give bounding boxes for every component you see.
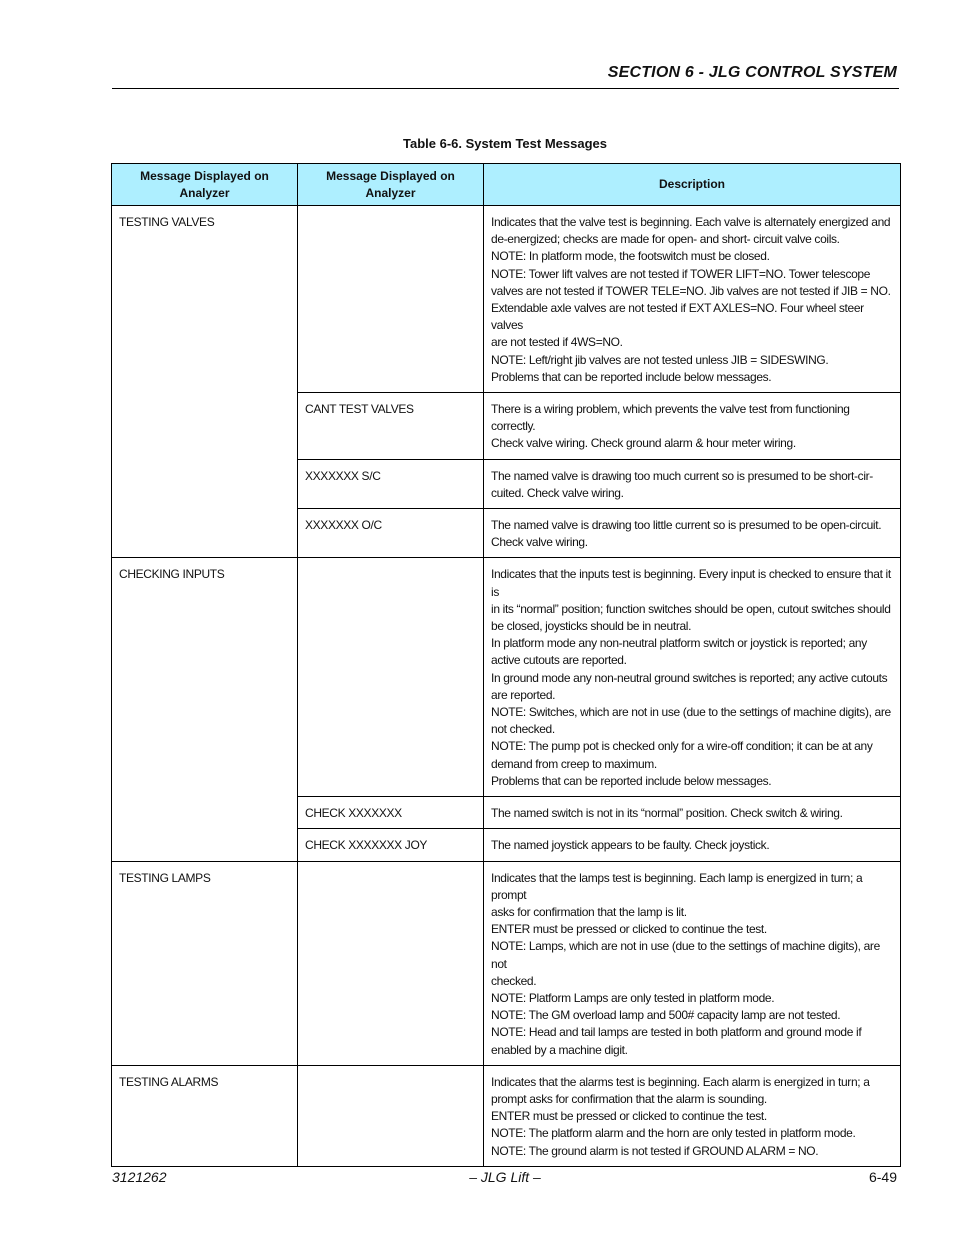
description-line: NOTE: Platform Lamps are only tested in platform mode.: [491, 990, 775, 1005]
description-line: Indicates that the lamps test is beginning. Each lamp is energized in turn; a prompt: [491, 870, 863, 902]
description-line: In platform mode any non-neutral platform switch or joystick is reported; any: [491, 636, 867, 651]
description-line: in its “normal” position; function switches should be open, cutout switches should: [491, 601, 891, 616]
description-line: NOTE: In platform mode, the footswitch must be closed.: [491, 249, 770, 264]
description-line: NOTE: Tower lift valves are not tested if TOWER LIFT=NO. Tower telescope: [491, 266, 871, 281]
primary-message-cell: TESTING LAMPS: [112, 861, 298, 1065]
description-line: NOTE: Switches, which are not in use (due to the settings of machine digits), are: [491, 705, 891, 720]
description-line: NOTE: Left/right jib valves are not tested unless JIB = SIDESWING.: [491, 352, 829, 367]
secondary-message-cell: XXXXXXX S/C: [298, 459, 484, 508]
description-line: not checked.: [491, 722, 555, 737]
secondary-message-cell: CHECK XXXXXXX JOY: [298, 829, 484, 861]
description-line: checked.: [491, 973, 537, 988]
system-test-messages-table: [111, 163, 901, 1167]
description-cell: [484, 509, 901, 558]
table-row: [112, 206, 901, 393]
description-line: enabled by a machine digit.: [491, 1042, 628, 1057]
description-line: de-energized; checks are made for open- and short- circuit valve coils.: [491, 232, 840, 247]
description-line: cuited. Check valve wiring.: [491, 485, 624, 500]
description-line: The named valve is drawing too little current so is presumed to be open-circuit.: [491, 518, 882, 533]
description-line: Indicates that the alarms test is beginning. Each alarm is energized in turn; a: [491, 1074, 870, 1089]
description-line: The named switch is not in its “normal” position. Check switch & wiring.: [491, 806, 843, 821]
section-title: SECTION 6 - JLG CONTROL SYSTEM: [607, 64, 897, 81]
description-cell: [484, 829, 901, 861]
primary-message-cell: TESTING VALVES: [112, 206, 298, 558]
table-row: [112, 558, 901, 797]
secondary-message-cell: [298, 861, 484, 1065]
column-header-primary-message: Message Displayed on Analyzer: [112, 164, 298, 206]
table-header-row: [112, 164, 901, 206]
description-line: asks for confirmation that the lamp is lit.: [491, 904, 687, 919]
description-line: NOTE: The ground alarm is not tested if GROUND ALARM = NO.: [491, 1143, 819, 1158]
description-line: Extendable axle valves are not tested if EXT AXLES=NO. Four wheel steer valves: [491, 301, 864, 333]
description-line: Check valve wiring. Check ground alarm & hour meter wiring.: [491, 436, 796, 451]
description-line: demand from creep to maximum.: [491, 756, 657, 771]
description-cell: [484, 459, 901, 508]
description-cell: [484, 797, 901, 829]
secondary-message-cell: [298, 206, 484, 393]
description-line: ENTER must be pressed or clicked to continue the test.: [491, 922, 767, 937]
description-line: are reported.: [491, 687, 556, 702]
description-line: NOTE: Lamps, which are not in use (due to the settings of machine digits), are not: [491, 939, 880, 971]
description-line: valves are not tested if TOWER TELE=NO. Jib valves are not tested if JIB = NO.: [491, 283, 891, 298]
description-line: The named valve is drawing too much current so is presumed to be short-cir-: [491, 468, 873, 483]
description-line: The named joystick appears to be faulty. Check joystick.: [491, 838, 770, 853]
secondary-message-cell: CHECK XXXXXXX: [298, 797, 484, 829]
table-title: Table 6-6. System Test Messages: [402, 136, 607, 151]
description-cell: [484, 558, 901, 797]
table-row: [112, 1065, 901, 1166]
column-header-secondary-message: Message Displayed on Analyzer: [298, 164, 484, 206]
description-line: active cutouts are reported.: [491, 653, 627, 668]
description-line: NOTE: The pump pot is checked only for a wire-off condition; it can be at any: [491, 739, 873, 754]
description-line: Indicates that the inputs test is beginning. Every input is checked to ensure that it is: [491, 567, 891, 599]
secondary-message-cell: XXXXXXX O/C: [298, 509, 484, 558]
description-line: Check valve wiring.: [491, 535, 588, 550]
footer-brand: – JLG Lift –: [469, 1169, 541, 1185]
description-line: Problems that can be reported include below messages.: [491, 773, 772, 788]
description-cell: [484, 861, 901, 1065]
header-rule: [112, 88, 899, 89]
description-line: Indicates that the valve test is beginning. Each valve is alternately energized and: [491, 215, 891, 229]
description-line: NOTE: The GM overload lamp and 500# capacity lamp are not tested.: [491, 1008, 841, 1023]
primary-message-cell: CHECKING INPUTS: [112, 558, 298, 861]
table-body: [112, 206, 901, 1167]
footer-doc-number: 3121262: [112, 1169, 167, 1185]
description-line: There is a wiring problem, which prevents the valve test from functioning correctly.: [491, 402, 850, 434]
description-cell: [484, 206, 901, 393]
description-line: NOTE: Head and tail lamps are tested in both platform and ground mode if: [491, 1025, 862, 1040]
description-line: In ground mode any non-neutral ground switches is reported; any active cutouts: [491, 670, 888, 685]
description-line: Problems that can be reported include below messages.: [491, 369, 772, 384]
description-line: ENTER must be pressed or clicked to continue the test.: [491, 1109, 767, 1124]
description-line: be closed, joysticks should be in neutral.: [491, 619, 692, 634]
secondary-message-cell: [298, 558, 484, 797]
description-cell: [484, 393, 901, 460]
secondary-message-cell: CANT TEST VALVES: [298, 393, 484, 460]
description-line: NOTE: The platform alarm and the horn are only tested in platform mode.: [491, 1126, 856, 1141]
primary-message-cell: TESTING ALARMS: [112, 1065, 298, 1166]
table-row: [112, 861, 901, 1065]
description-line: prompt asks for confirmation that the alarm is sounding.: [491, 1091, 767, 1106]
description-cell: [484, 1065, 901, 1166]
secondary-message-cell: [298, 1065, 484, 1166]
column-header-description: Description: [484, 164, 901, 206]
footer-page-number: 6-49: [868, 1169, 897, 1185]
description-line: are not tested if 4WS=NO.: [491, 335, 623, 350]
